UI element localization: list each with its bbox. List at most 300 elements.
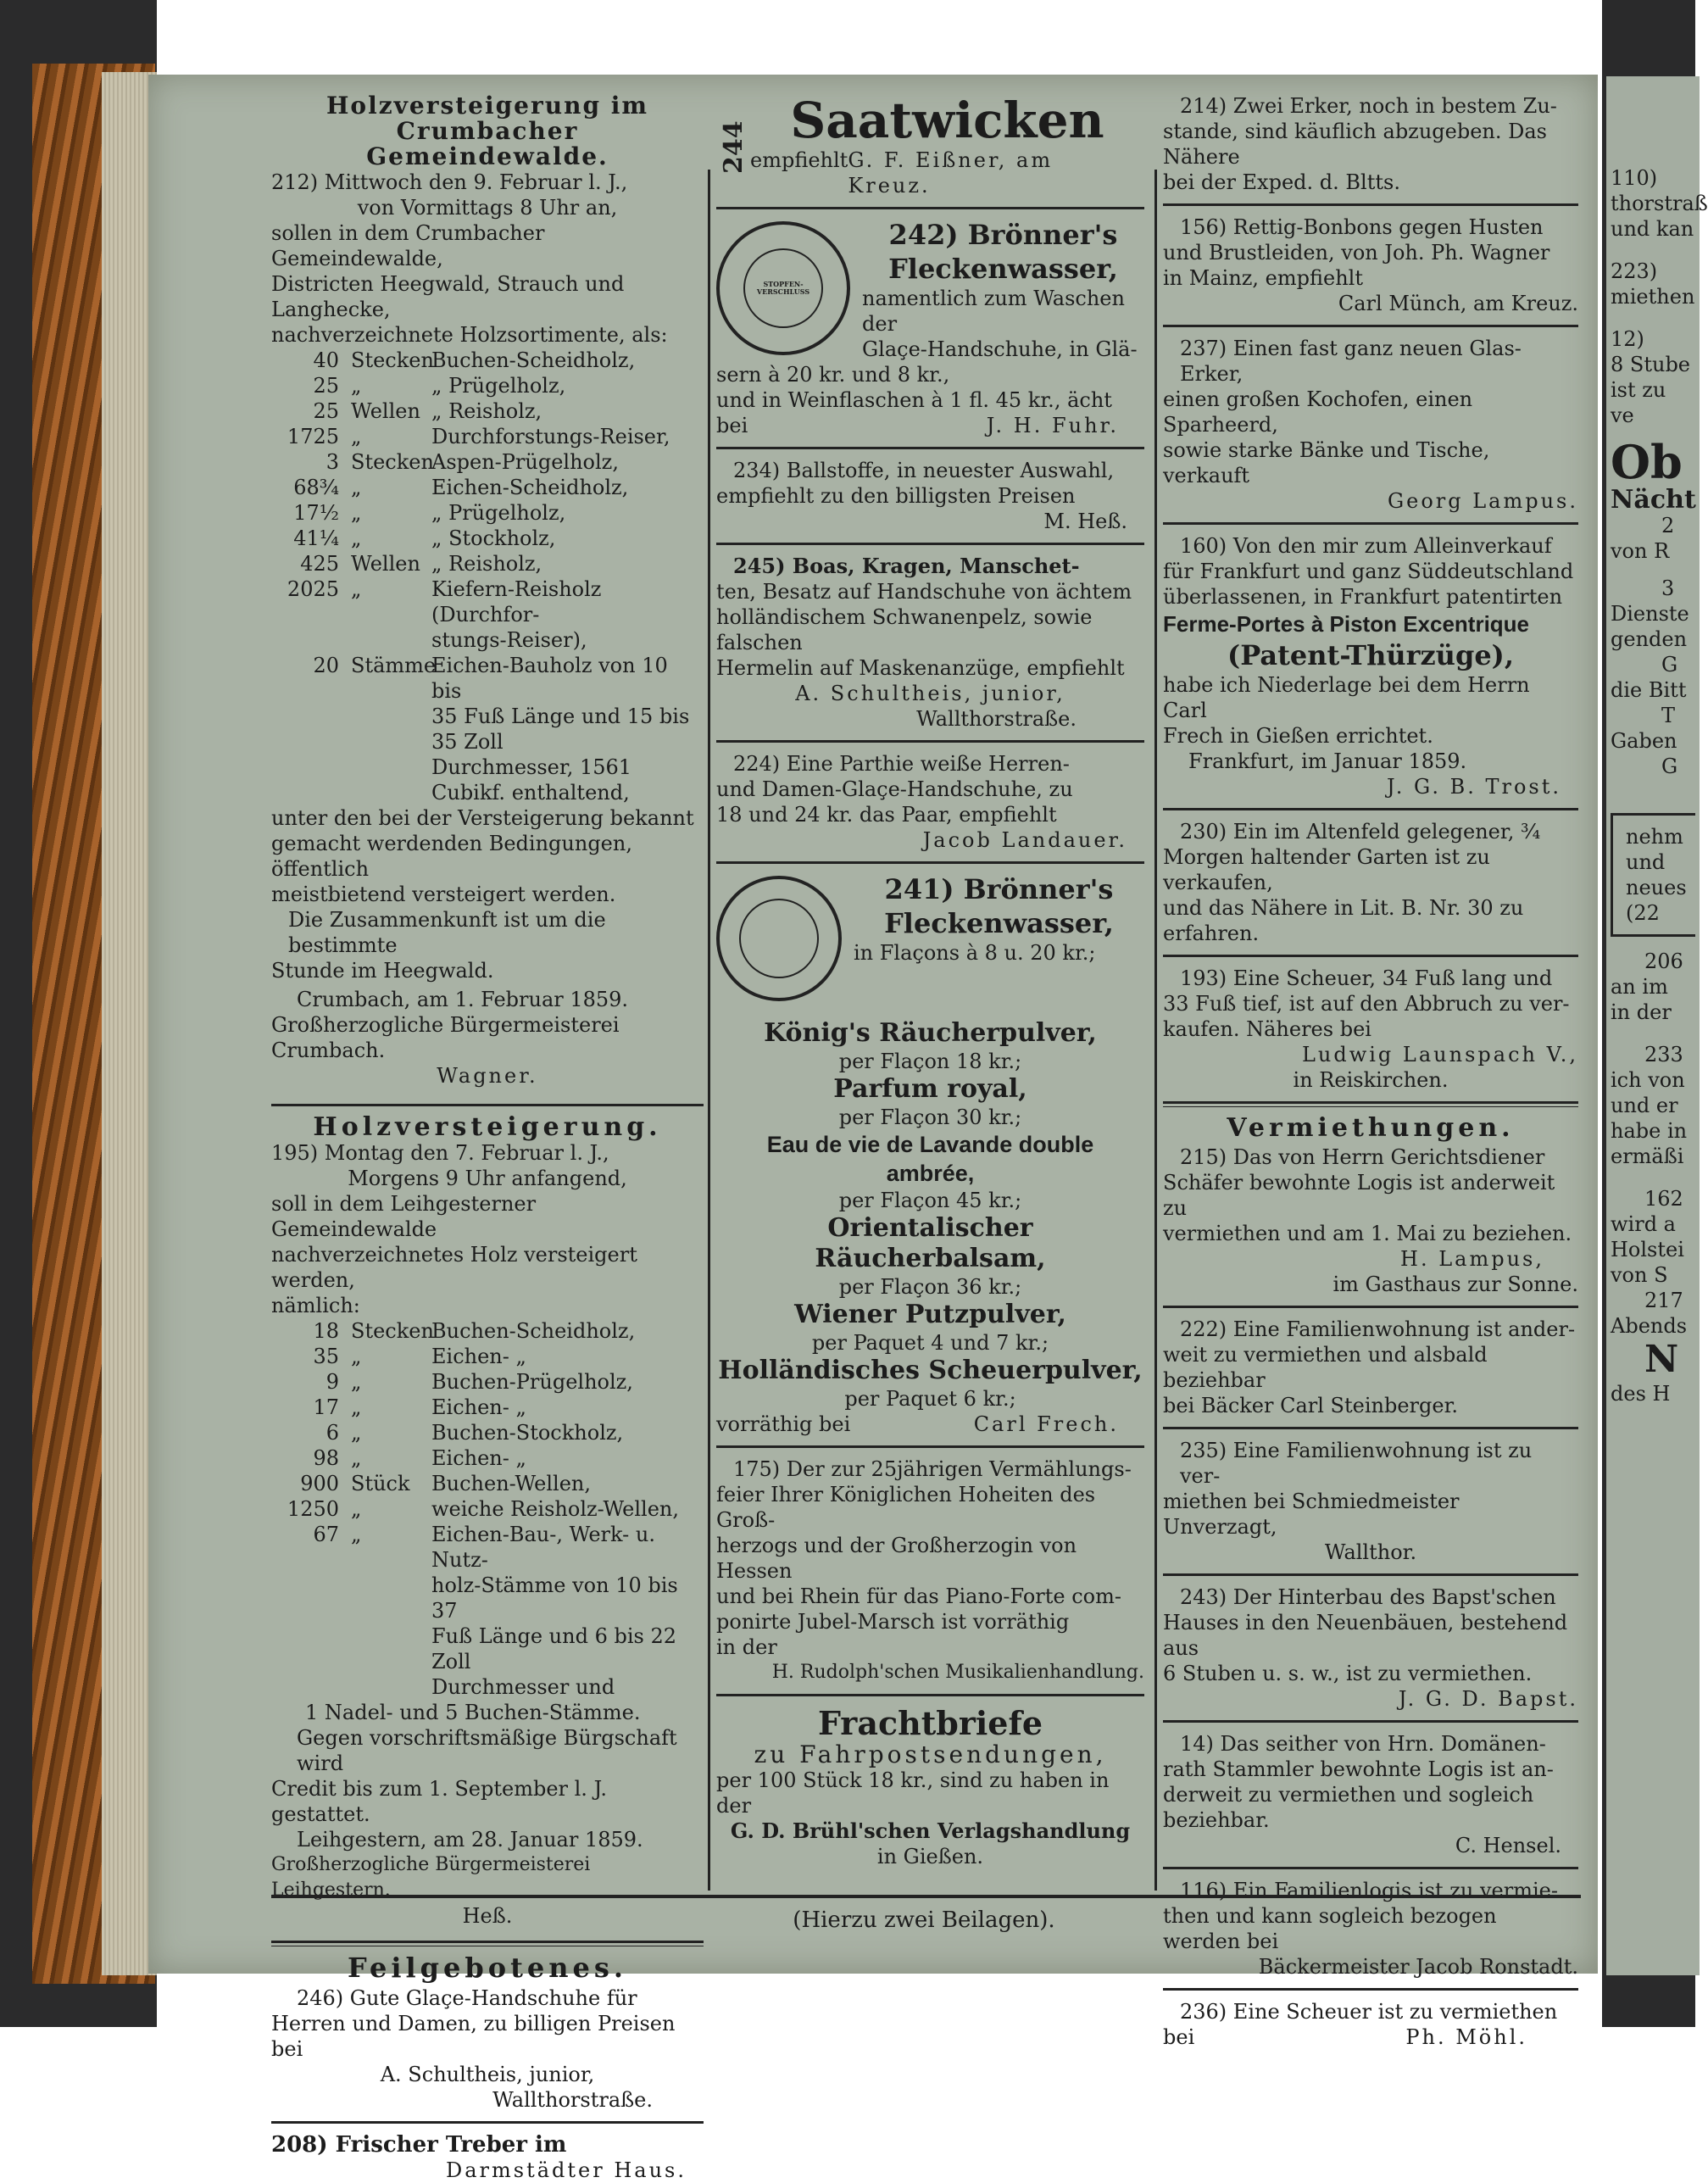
divider <box>1163 1101 1578 1107</box>
text-line: 246) Gute Glaçe-Handschuhe für <box>297 1986 637 2010</box>
heading: Ob <box>1611 435 1683 489</box>
text-line: ich von <box>1611 1068 1685 1092</box>
quantity: 98 <box>313 1446 339 1470</box>
heading: Gemeindewalde. <box>366 142 609 170</box>
footer-note: (Hierzu zwei Beilagen). <box>793 1907 1055 1933</box>
quantity: 1725 <box>287 425 339 448</box>
place-date: Frankfurt, im Januar 1859. <box>1188 749 1467 773</box>
text-line: rath Stammler bewohnte Logis ist an- <box>1163 1757 1554 1781</box>
text-line: A. Schultheis, junior, <box>380 2063 595 2086</box>
text-line: Herren und Damen, zu billigen Preisen bei <box>271 2012 676 2061</box>
quantity: 17 <box>313 1395 339 1419</box>
product-name: König's Räucherpulver, <box>764 1018 1097 1048</box>
text-line: 212) Mittwoch den 9. Februar l. J., <box>271 170 628 194</box>
ad-234 <box>716 458 1144 534</box>
bronner-seal-icon <box>716 876 842 1001</box>
text-line: in Flaçons à 8 u. 20 kr.; <box>854 941 1096 965</box>
text-line: Dienste <box>1611 602 1689 626</box>
advertiser: Bäckermeister Jacob Ronstadt. <box>1258 1955 1578 1979</box>
description: Aspen-Prügelholz, <box>431 450 619 474</box>
list-item <box>271 1471 704 1496</box>
description: „ Reisholz, <box>431 399 542 423</box>
description: „ Prügelholz, <box>431 501 566 525</box>
divider <box>1163 1988 1578 1991</box>
text-line: in Gießen. <box>876 1845 984 1868</box>
divider <box>1163 1573 1578 1576</box>
unit: Stecken <box>351 348 434 372</box>
unit: Wellen <box>351 399 420 423</box>
unit: Stecken <box>351 450 434 474</box>
product-name: Eau de vie de Lavande double <box>766 1132 1094 1157</box>
text-line: Credit bis zum 1. September l. J. gestattet. <box>271 1777 607 1826</box>
description: weiche Reisholz-Wellen, <box>431 1497 679 1521</box>
list-item <box>271 1674 704 1700</box>
unit: Wellen <box>351 552 420 576</box>
page-number: 244 <box>719 120 748 174</box>
text-line: 208) Frischer Treber im <box>271 2132 567 2158</box>
divider <box>716 1694 1144 1696</box>
description: Eichen- „ <box>431 1395 526 1419</box>
heading: Frachtbriefe <box>818 1704 1043 1742</box>
authority: Großherzogliche Bürgermeisterei Leihgestern. <box>271 1854 591 1901</box>
section-feilgebotenes <box>271 1952 704 2113</box>
heading: Fleckenwasser, <box>888 253 1118 285</box>
ad-195 <box>271 1112 704 1929</box>
seal-crest-icon <box>743 248 823 328</box>
list-item <box>271 475 704 500</box>
text-line: für Frankfurt und ganz Süddeutschland <box>1163 560 1574 583</box>
unit: „ <box>351 1370 362 1394</box>
unit: „ <box>351 476 362 499</box>
text-line: und <box>1626 850 1666 874</box>
text-line: 116) Ein Familienlogis ist zu vermie- <box>1180 1879 1558 1902</box>
text-line: sowie starke Bänke und Tische, verkauft <box>1163 438 1490 487</box>
text-line: des H <box>1611 1382 1671 1406</box>
list-item <box>271 348 704 373</box>
divider <box>271 1104 704 1106</box>
list-item <box>271 1445 704 1471</box>
text-line: Die Zusammenkunft ist um die bestimmte <box>288 908 606 957</box>
wood-list <box>271 348 704 805</box>
text-line: 195) Montag den 7. Februar l. J., <box>271 1141 609 1165</box>
description: 35 Fuß Länge und 15 bis 35 Zoll <box>431 704 690 754</box>
text-line: 2 <box>1661 514 1675 537</box>
divider <box>1163 808 1578 810</box>
text-line: 215) Das von Herrn Gerichtsdiener <box>1180 1145 1545 1169</box>
product-price: per Flaçon 36 kr.; <box>838 1275 1022 1299</box>
text-line: 160) Von den mir zum Alleinverkauf <box>1180 534 1552 558</box>
text-line: feier Ihrer Königlichen Hoheiten des Groß- <box>716 1483 1096 1532</box>
text-line: empfiehlt zu den billigsten Preisen <box>716 484 1076 508</box>
unit <box>351 1674 431 1700</box>
text-line: und kan <box>1611 217 1694 241</box>
text-line: nachverzeichnete Holzsortimente, als: <box>271 323 668 347</box>
text-line: habe in <box>1611 1119 1688 1143</box>
text-line: die Bitt <box>1611 678 1687 702</box>
list-item <box>271 449 704 475</box>
quantity: 1250 <box>287 1497 339 1521</box>
text-line: bei Bäcker Carl Steinberger. <box>1163 1394 1459 1417</box>
text-line: 206 <box>1644 949 1683 973</box>
quantity: 17½ <box>293 501 339 525</box>
place-date: Leihgestern, am 28. Januar 1859. <box>297 1828 643 1852</box>
authority: Großherzogliche Bürgermeisterei Crumbach. <box>271 1013 620 1062</box>
signature: Wagner. <box>437 1064 538 1088</box>
text-line: ponirte Jubel-Marsch ist vorräthig <box>716 1610 1070 1634</box>
description: „ Prügelholz, <box>431 374 566 398</box>
text-line: und in Weinflaschen à 1 fl. 45 kr., ächt <box>716 388 1112 412</box>
text-line: einen großen Kochofen, einen Sparheerd, <box>1163 387 1473 437</box>
divider <box>1163 325 1578 327</box>
list-item <box>271 1318 704 1344</box>
quantity: 25 <box>313 374 339 398</box>
heading: Holzversteigerung. <box>313 1112 662 1142</box>
quantity: 900 <box>300 1472 339 1495</box>
unit <box>351 627 431 653</box>
text-line <box>1611 242 1695 259</box>
quantity: 35 <box>313 1345 339 1368</box>
unit: „ <box>351 1497 362 1521</box>
text-line <box>1611 309 1695 326</box>
section-vermiethungen <box>1163 1113 1578 1297</box>
product-name: Wiener Putzpulver, <box>794 1300 1066 1329</box>
unit <box>351 1623 431 1674</box>
unit <box>351 704 431 755</box>
unit: „ <box>351 501 362 525</box>
text-line: ten, Besatz auf Handschuhe von ächtem <box>716 580 1132 604</box>
text-line: 33 Fuß tief, ist auf den Abbruch zu ver- <box>1163 992 1570 1016</box>
text-line: Hauses in den Neuenbäuen, bestehend aus <box>1163 1611 1568 1660</box>
divider <box>716 543 1144 545</box>
text-line: 224) Eine Parthie weiße Herren- <box>733 752 1070 776</box>
divider <box>716 740 1144 743</box>
text-line: herzogs und der Großherzogin von Hessen <box>716 1534 1077 1583</box>
list-item <box>271 500 704 526</box>
product-name: (Patent-Thürzüge), <box>1227 639 1514 671</box>
description: Fuß Länge und 6 bis 22 Zoll <box>431 1624 676 1673</box>
divider <box>1163 1720 1578 1723</box>
text-line: erfahren. <box>1163 922 1260 945</box>
text: bei <box>1163 2025 1195 2049</box>
advertiser: H. Lampus, <box>1400 1247 1544 1271</box>
text-line: von R <box>1611 539 1670 563</box>
text-line: von S <box>1611 1263 1668 1287</box>
text-line <box>716 1412 1144 1437</box>
text-line: in Mainz, empfiehlt <box>1163 266 1363 290</box>
ad-saatwicken <box>716 93 1144 198</box>
list-item <box>271 653 704 704</box>
description: Eichen-Bau-, Werk- u. Nutz- <box>431 1523 655 1572</box>
text-line: wird a <box>1611 1212 1676 1236</box>
text-line: Glaçe-Handschuhe, in Glä- <box>862 337 1138 361</box>
list-item <box>271 424 704 449</box>
text-line: 156) Rettig-Bonbons gegen Husten <box>1180 215 1544 239</box>
text-line: T <box>1661 704 1676 727</box>
unit: Stück <box>351 1472 410 1495</box>
unit <box>351 1573 431 1623</box>
ad-156 <box>1163 214 1578 316</box>
seal-caption <box>716 93 736 119</box>
text-line: Darmstädter Haus. <box>445 2158 687 2182</box>
description: stungs-Reiser), <box>431 628 587 652</box>
heading: 241) Brönner's <box>884 873 1114 905</box>
description: „ Stockholz, <box>431 526 556 550</box>
ad-237 <box>1163 336 1578 514</box>
unit: „ <box>351 1345 362 1368</box>
text-line: miethen bei Schmiedmeister Unverzagt, <box>1163 1490 1460 1539</box>
unit: „ <box>351 1395 362 1419</box>
wood-list <box>271 1318 704 1700</box>
ad-14 <box>1163 1731 1578 1858</box>
advertiser: M. Heß. <box>1043 510 1127 533</box>
text: vorräthig bei <box>716 1412 851 1436</box>
divider <box>716 861 1144 864</box>
column-2 <box>716 93 1144 1869</box>
quantity: 68¾ <box>293 476 339 499</box>
divider <box>271 2121 704 2124</box>
divider <box>1163 955 1578 957</box>
text-line: namentlich zum Waschen der <box>862 287 1125 336</box>
description: Durchmesser und <box>431 1675 615 1699</box>
description: Eichen- „ <box>431 1345 526 1368</box>
text-line: 12) <box>1611 327 1644 351</box>
description: Eichen-Scheidholz, <box>431 476 629 499</box>
text-line: Gaben <box>1611 729 1677 753</box>
unit: Stämme <box>351 654 437 677</box>
unit: „ <box>351 577 362 601</box>
text-line <box>1611 1169 1695 1186</box>
text-line <box>1611 1025 1695 1042</box>
list-item <box>271 551 704 576</box>
text-line: soll in dem Leihgesterner Gemeindewalde <box>271 1192 537 1241</box>
text-line: in der <box>716 1635 777 1659</box>
text-line: Hermelin auf Maskenanzüge, empfiehlt <box>716 656 1125 680</box>
ad-frachtbriefe <box>716 1705 1144 1869</box>
heading: Fleckenwasser, <box>884 907 1114 939</box>
text-line: 237) Einen fast ganz neuen Glas-Erker, <box>1180 337 1522 386</box>
list-item <box>271 627 704 653</box>
text-line: nachverzeichnetes Holz versteigert werden, <box>271 1243 637 1292</box>
quantity <box>271 704 351 755</box>
list-item <box>271 1573 704 1623</box>
text-line: vermiethen und am 1. Mai zu beziehen. <box>1163 1222 1572 1245</box>
list-item <box>271 373 704 398</box>
text-line: ermäßi <box>1611 1144 1684 1168</box>
list-item <box>271 704 704 755</box>
text-line <box>1611 779 1695 813</box>
unit: „ <box>351 1421 362 1445</box>
heading: 242) Brönner's <box>888 219 1118 251</box>
text-line <box>1611 937 1695 949</box>
ad-236 <box>1163 1999 1578 2050</box>
product-price: per Flaçon 18 kr.; <box>838 1050 1022 1073</box>
text-line: weit zu vermiethen und alsbald beziehbar <box>1163 1343 1488 1392</box>
seal-text: STOPFEN-VERSCHLUSS <box>756 280 810 296</box>
divider <box>1163 522 1578 525</box>
ad-208 <box>271 2132 704 2183</box>
quantity: 6 <box>325 1421 339 1445</box>
quantity: 20 <box>313 654 339 677</box>
ad-212 <box>271 93 704 1089</box>
text-line: Morgen haltender Garten ist zu verkaufen, <box>1163 845 1490 894</box>
text-line: 3 <box>1661 576 1675 600</box>
description: Eichen- „ <box>431 1446 526 1470</box>
ad-193 <box>1163 966 1578 1093</box>
text-line: 217 <box>1644 1289 1683 1312</box>
unit: „ <box>351 526 362 550</box>
text-line: 243) Der Hinterbau des Bapst'schen <box>1180 1585 1556 1609</box>
quantity: 3 <box>325 450 339 474</box>
quantity: 25 <box>313 399 339 423</box>
column-1 <box>271 93 704 2183</box>
text-line: 1 Nadel- und 5 Buchen-Stämme. <box>305 1701 641 1724</box>
footer-rule <box>271 1895 1581 1898</box>
bronner-seal-icon <box>716 221 850 355</box>
description: Buchen-Scheidholz, <box>431 348 636 372</box>
description: Durchmesser, 1561 Cubikf. enthaltend, <box>431 755 632 805</box>
quantity <box>271 627 351 653</box>
description: holz-Stämme von 10 bis 37 <box>431 1573 678 1623</box>
text-line: Schäfer bewohnte Logis ist anderweit zu <box>1163 1171 1555 1220</box>
text-line: und Brustleiden, von Joh. Ph. Wagner <box>1163 241 1550 265</box>
ad-222 <box>1163 1317 1578 1418</box>
text-line: 245) Boas, Kragen, Manschet- <box>733 554 1080 578</box>
product-price: per Flaçon 45 kr.; <box>838 1189 1022 1212</box>
advertiser: Carl Münch, am Kreuz. <box>1338 292 1578 315</box>
text-line: kaufen. Näheres bei <box>1163 1017 1371 1041</box>
text-line: 223) <box>1611 259 1658 283</box>
advertiser: Ph. Möhl. <box>1405 2025 1527 2049</box>
text-line: habe ich Niederlage bei dem Herrn Carl <box>1163 673 1530 722</box>
text-line: 18 und 24 kr. das Paar, empfiehlt <box>716 803 1057 827</box>
advertiser: C. Hensel. <box>1455 1834 1561 1857</box>
text-line: genden <box>1611 627 1688 651</box>
quantity: 67 <box>313 1523 339 1546</box>
section-heading: Feilgebotenes. <box>347 1952 627 1984</box>
ad-175 <box>716 1456 1144 1685</box>
heading: Nächt <box>1611 485 1696 515</box>
ad-243 <box>1163 1584 1578 1712</box>
product-name: Orientalischer Räucherbalsam, <box>815 1213 1046 1273</box>
text-line: thorstraß <box>1611 192 1708 215</box>
section-heading: Vermiethungen. <box>1227 1113 1515 1143</box>
seal-crest-icon <box>739 899 819 978</box>
text-line: then und kann sogleich bezogen werden bei <box>1163 1904 1497 1953</box>
quantity: 41¼ <box>293 526 339 550</box>
text-line: (22 <box>1626 901 1660 925</box>
ad-160 <box>1163 533 1578 799</box>
advertiser: G. F. Eißner, am Kreuz. <box>848 148 1054 198</box>
text-line: ist zu ve <box>1611 378 1666 427</box>
text-line: Wallthorstraße. <box>916 707 1077 731</box>
unit: Stecken <box>351 1319 434 1343</box>
text-line: 110) <box>1611 166 1658 190</box>
unit: „ <box>351 1446 362 1470</box>
text-line: sollen in dem Crumbacher Gemeindewalde, <box>271 221 545 270</box>
text-line: an im <box>1611 975 1668 999</box>
text-line: holländischem Schwanenpelz, sowie falschen <box>716 605 1093 654</box>
unit: „ <box>351 374 362 398</box>
list-item <box>271 398 704 424</box>
list-item <box>271 1623 704 1674</box>
product-name: Parfum royal, <box>833 1074 1027 1104</box>
divider <box>716 447 1144 449</box>
quantity: 425 <box>300 552 339 576</box>
text-line <box>716 413 1144 438</box>
heading: Holzversteigerung im Crumbacher <box>325 92 649 145</box>
text-line: 14) Das seither von Hrn. Domänen- <box>1180 1732 1546 1756</box>
description: Buchen-Prügelholz, <box>431 1370 633 1394</box>
text-line: stande, sind käuflich abzugeben. Das Nähere <box>1163 120 1547 169</box>
list-item <box>271 1395 704 1420</box>
text-line: Wallthorstraße. <box>492 2088 653 2112</box>
text-line: G <box>1661 755 1678 778</box>
text-line: miethen <box>1611 285 1695 309</box>
text-line: nämlich: <box>271 1294 360 1317</box>
advertiser: J. G. B. Trost. <box>1386 775 1561 799</box>
list-item <box>271 1344 704 1369</box>
product-price: per Flaçon 30 kr.; <box>838 1105 1022 1129</box>
divider <box>271 1941 704 1946</box>
text-line: 214) Zwei Erker, noch in bestem Zu- <box>1180 94 1557 118</box>
text-line: 8 Stube <box>1611 353 1691 376</box>
quantity <box>271 1674 351 1700</box>
quantity: 18 <box>313 1319 339 1343</box>
description: Buchen-Scheidholz, <box>431 1319 636 1343</box>
description: Buchen-Wellen, <box>431 1472 592 1495</box>
ad-242 <box>716 218 1144 438</box>
text-line: G. D. Brühl'schen Verlagshandlung <box>730 1818 1131 1843</box>
description: Kiefern-Reisholz (Durchfor- <box>431 577 602 626</box>
heading: N <box>1644 1338 1679 1381</box>
text-line: und Damen-Glaçe-Handschuhe, zu <box>716 777 1073 801</box>
text-line: zu Fahrpostsendungen, <box>754 1740 1107 1768</box>
text-line: in Reiskirchen. <box>1293 1068 1449 1092</box>
text-line: derweit zu vermiethen und sogleich beziehbar. <box>1163 1783 1534 1832</box>
advertiser: Ludwig Launspach V., <box>1301 1043 1578 1066</box>
list-item <box>271 576 704 627</box>
text-line: nehm <box>1626 825 1683 849</box>
ad-235 <box>1163 1438 1578 1565</box>
advertiser: A. Schultheis, junior, <box>795 682 1065 705</box>
unit: „ <box>351 1523 362 1546</box>
text-line: 235) Eine Familienwohnung ist zu ver- <box>1180 1439 1533 1488</box>
text-line <box>1163 2024 1578 2050</box>
quantity: 9 <box>325 1370 339 1394</box>
advertiser: H. Rudolph'schen Musikalienhandlung. <box>771 1662 1144 1683</box>
text-line: 236) Eine Scheuer ist zu vermiethen <box>1180 2000 1558 2024</box>
text-line: Gegen vorschriftsmäßige Bürgschaft wird <box>297 1726 677 1775</box>
quantity: 40 <box>313 348 339 372</box>
text-line: Holstei <box>1611 1238 1684 1261</box>
quantity: 2025 <box>287 577 339 601</box>
signature: Heß. <box>462 1904 513 1928</box>
product-name: ambrée, <box>886 1161 975 1186</box>
advertiser: J. G. D. Bapst. <box>1398 1687 1578 1711</box>
advertiser: J. H. Fuhr. <box>986 414 1119 437</box>
product-price: per Paquet 4 und 7 kr.; <box>811 1331 1049 1355</box>
ad-230 <box>1163 819 1578 946</box>
text-line: Districten Heegwald, Strauch und Langhecke, <box>271 272 625 321</box>
list-item <box>271 1496 704 1522</box>
ad-241 <box>716 872 1144 1437</box>
text-line: und er <box>1611 1094 1678 1117</box>
unit: „ <box>351 425 362 448</box>
next-page-column <box>1611 165 1708 1406</box>
text-line: meistbietend versteigert werden. <box>271 883 616 906</box>
quantity <box>271 1623 351 1674</box>
text-line: Wallthor. <box>1324 1540 1417 1564</box>
